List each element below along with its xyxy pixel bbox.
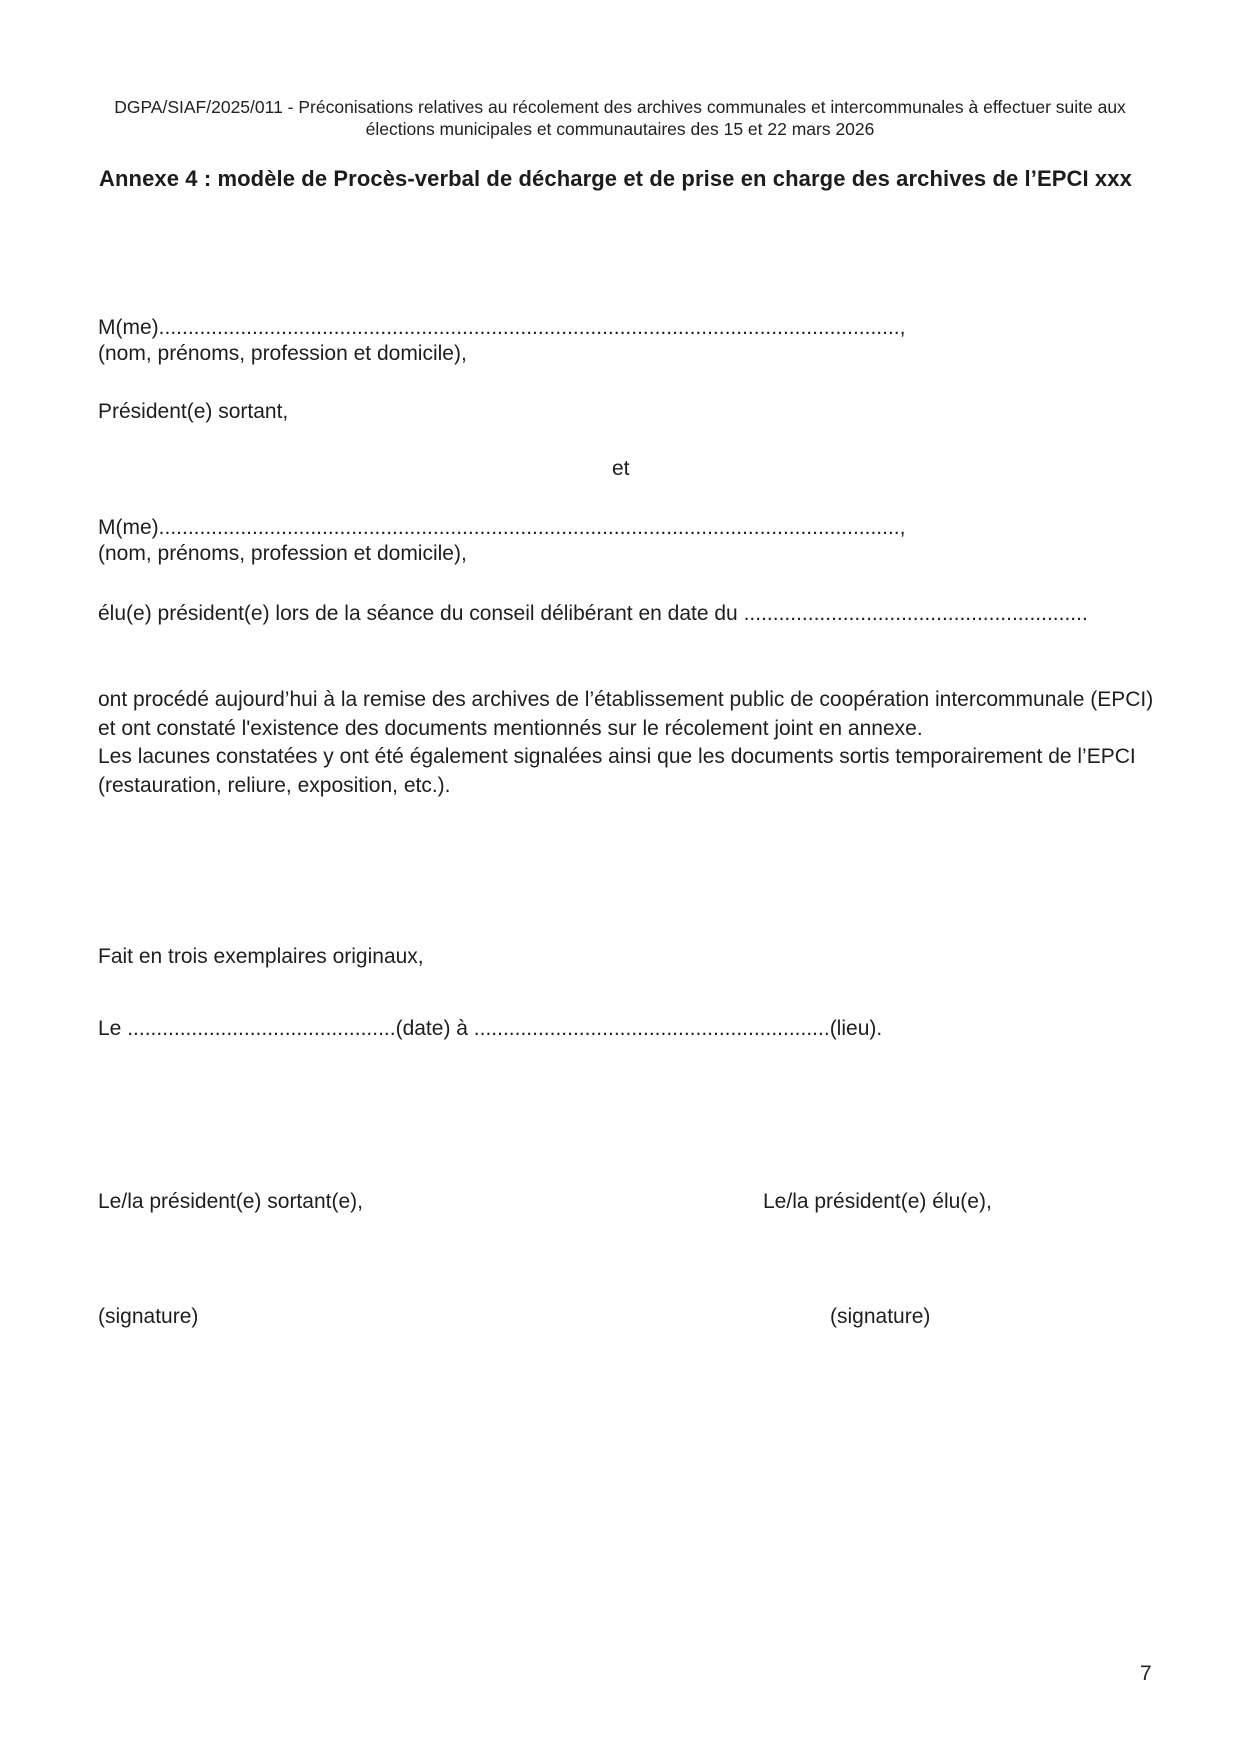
header-line-1: DGPA/SIAF/2025/011 - Préconisations relatives au récolement des archives communales et intercommunales à effectuer suite aux <box>114 97 1126 117</box>
date-place-line: Le ..............................................(date) à .............................................................(lieu). <box>98 1017 883 1040</box>
party2-role: élu(e) président(e) lors de la séance du conseil délibérant en date du ........................................................... <box>98 602 1088 625</box>
party2-name-field: M(me)..............................................................................................................................., <box>98 516 906 539</box>
outgoing-president-label: Le/la président(e) sortant(e), <box>98 1190 363 1213</box>
party1-details: (nom, prénoms, profession et domicile), <box>98 342 467 365</box>
document-header <box>0 96 1240 140</box>
page-number: 7 <box>1140 1662 1152 1685</box>
party2-details: (nom, prénoms, profession et domicile), <box>98 542 467 565</box>
body-paragraph-2: Les lacunes constatées y ont été également signalées ainsi que les documents sortis temporairement de l’EPCI (restauration, reliure, exposition, etc.). <box>98 745 1136 797</box>
elected-signature-placeholder: (signature) <box>830 1305 931 1328</box>
body-paragraph-1: ont procédé aujourd’hui à la remise des archives de l’établissement public de coopération intercommunale (EPCI) et ont constaté l'existence des documents mentionnés sur le récolement joint en annexe. <box>98 688 1154 740</box>
party1-role: Président(e) sortant, <box>98 400 289 423</box>
elected-president-label: Le/la président(e) élu(e), <box>763 1190 992 1213</box>
conjunction: et <box>612 457 630 480</box>
party1-name-field: M(me)..............................................................................................................................., <box>98 316 906 339</box>
copies-statement: Fait en trois exemplaires originaux, <box>98 945 424 968</box>
header-line-2: élections municipales et communautaires des 15 et 22 mars 2026 <box>365 119 875 139</box>
outgoing-signature-placeholder: (signature) <box>98 1305 199 1328</box>
annex-title: Annexe 4 : modèle de Procès-verbal de décharge et de prise en charge des archives de l’EPCI xxx <box>99 166 1132 191</box>
